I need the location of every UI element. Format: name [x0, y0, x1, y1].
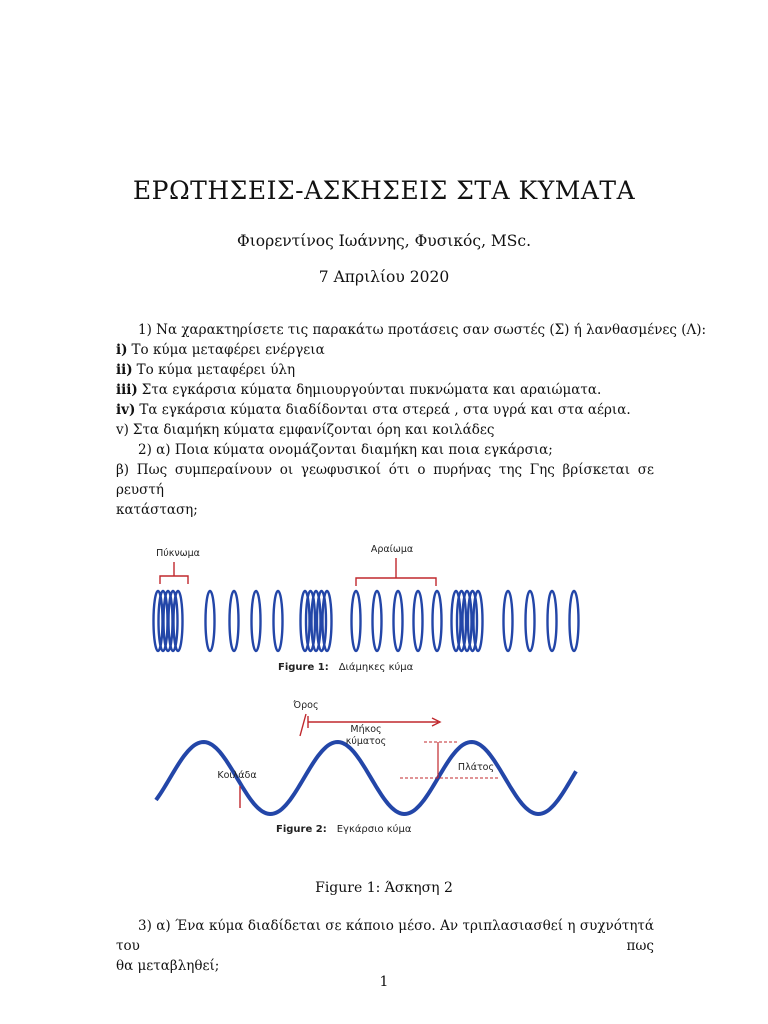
wave-ring: [352, 591, 361, 651]
figure-number: Figure 2:: [276, 824, 327, 835]
item-text: Το κύμα μεταφέρει ενέργεια: [131, 342, 325, 358]
wave-ring: [433, 591, 442, 651]
item-text: Στα διαμήκη κύματα εμφανίζονται όρη και κοιλάδες: [132, 422, 495, 438]
figure-title: Εγκάρσιο κύμα: [336, 824, 412, 835]
wavelength-label: [336, 724, 396, 748]
wavelength-label-line-2: κύματος: [345, 736, 387, 747]
figure-title: Διάμηκες κύμα: [338, 662, 414, 673]
figure-caption: Figure 1: Άσκηση 2: [315, 880, 453, 896]
item-number: iii): [116, 382, 138, 398]
question-1-item: [116, 400, 654, 420]
item-text: Το κύμα μεταφέρει ύλη: [136, 362, 296, 378]
item-number: i): [116, 342, 128, 358]
wave-ring: [504, 591, 513, 651]
item-number: ii): [116, 362, 133, 378]
question-3-line-2: θα μεταβληθεί;: [116, 958, 220, 974]
question-2b-line-1: β) Πως συμπεραίνουν οι γεωφυσικοί ότι ο πυρήνας της Γης βρίσκεται σε ρευστή: [116, 462, 654, 498]
question-1-item: [116, 340, 654, 360]
figure-2-label: [276, 824, 411, 835]
question-2a: 2) α) Ποια κύματα ονομάζονται διαμήκη και ποια εγκάρσια;: [138, 442, 553, 458]
question-2: [116, 440, 654, 520]
page-number: 1: [379, 974, 389, 990]
item-text: Στα εγκάρσια κύματα δημιουργούνται πυκνώματα και αραιώματα.: [141, 382, 602, 398]
longitudinal-wave-diagram: [148, 540, 588, 680]
wave-ring: [548, 591, 557, 651]
date: 7 Απριλίου 2020: [318, 268, 450, 286]
wave-ring: [373, 591, 382, 651]
question-1: [116, 320, 707, 440]
transverse-wave-figure: [148, 696, 588, 841]
wave-ring: [526, 591, 535, 651]
rarefaction-label: Αραίωμα: [370, 544, 414, 555]
wave-ring: [206, 591, 215, 651]
item-text: Τα εγκάρσια κύματα διαδίδονται στα στερεά , στα υγρά και στα αέρια.: [139, 402, 631, 418]
crest-pointer: [300, 714, 306, 736]
wave-ring: [252, 591, 261, 651]
figure-number: Figure 1:: [278, 662, 329, 673]
compression-label: Πύκνωμα: [156, 548, 200, 559]
page-title: ΕΡΩΤΗΣΕΙΣ-ΑΣΚΗΣΕΙΣ ΣΤΑ ΚΥΜΑΤΑ: [132, 176, 636, 205]
crest-label: Όρος: [293, 700, 319, 711]
question-1-intro: 1) Να χαρακτηρίσετε τις παρακάτω προτάσεις σαν σωστές (Σ) ή λανθασμένες (Λ):: [138, 322, 707, 338]
wave-ring: [274, 591, 283, 651]
wave-ring: [230, 591, 239, 651]
trough-label: Κοιλάδα: [217, 770, 257, 781]
amplitude-label: Πλάτος: [457, 762, 495, 773]
transverse-wave-diagram: [148, 696, 588, 841]
question-3: [116, 916, 654, 976]
rarefaction-bracket: [356, 578, 436, 586]
longitudinal-wave-figure: [148, 540, 588, 680]
question-1-item: [116, 420, 654, 440]
figure-1-label: [278, 662, 413, 673]
question-3-line-1: 3) α) Ένα κύμα διαδίδεται σε κάποιο μέσο. Αν τριπλασιασθεί η συχνότητά του πως: [116, 918, 654, 954]
question-1-item: [116, 360, 654, 380]
item-number: v): [116, 422, 129, 438]
wave-ring: [394, 591, 403, 651]
question-1-item: [116, 380, 654, 400]
item-number: iv): [116, 402, 136, 418]
compression-bracket: [160, 576, 188, 584]
author: Φιορεντίνος Ιωάννης, Φυσικός, MSc.: [236, 232, 532, 250]
wave-ring: [414, 591, 423, 651]
wavelength-label-line-1: Μήκος: [350, 724, 382, 735]
wave-ring: [570, 591, 579, 651]
question-2b-line-2: κατάσταση;: [116, 502, 198, 518]
